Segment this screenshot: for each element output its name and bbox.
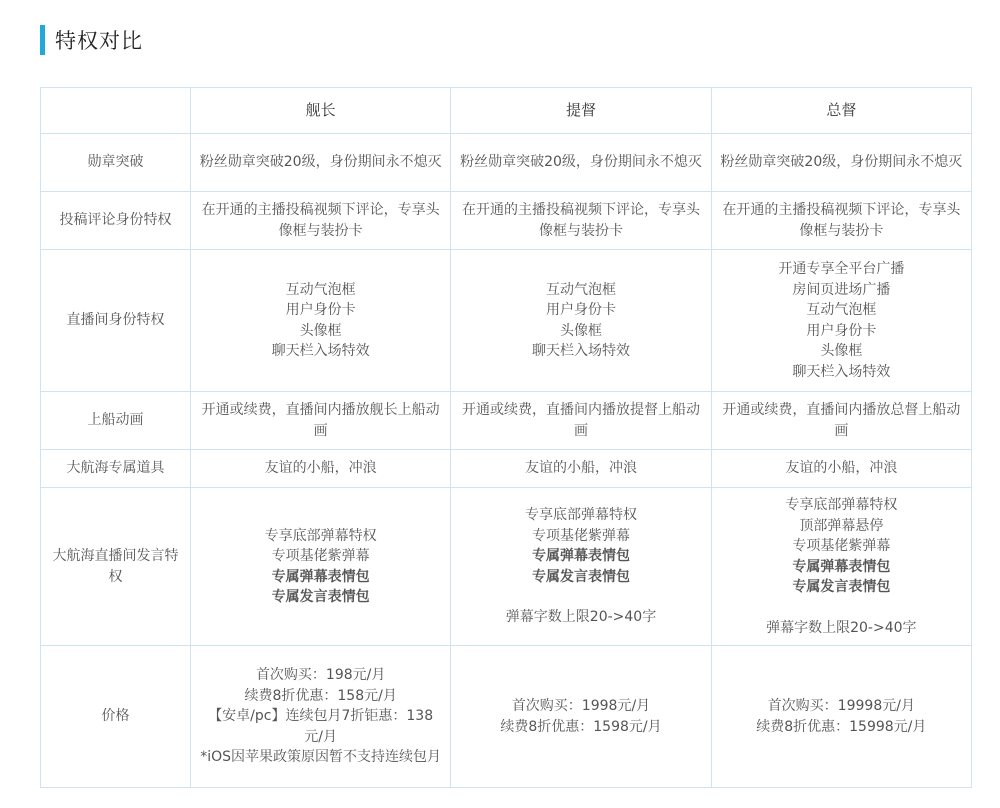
cell-captain: 友谊的小船，冲浪 bbox=[191, 450, 451, 488]
table-row bbox=[41, 646, 972, 788]
cell-admiral: 友谊的小船，冲浪 bbox=[451, 450, 711, 488]
privilege-comparison-table bbox=[40, 87, 972, 788]
row-label-price: 价格 bbox=[41, 646, 191, 788]
cell-governor: 开通或续费，直播间内播放总督上船动画 bbox=[711, 392, 971, 450]
cell-admiral: 在开通的主播投稿视频下评论，专享头像框与装扮卡 bbox=[451, 192, 711, 250]
cell-governor: 首次购买：19998元/月 续费8折优惠：15998元/月 bbox=[711, 646, 971, 788]
row-label-props: 大航海专属道具 bbox=[41, 450, 191, 488]
row-label-badge: 勋章突破 bbox=[41, 134, 191, 192]
table-row bbox=[41, 488, 972, 646]
header-row bbox=[41, 88, 972, 134]
cell-captain: 首次购买：198元/月 续费8折优惠：158元/月 【安卓/pc】连续包月7折钜惠：138元/月 *iOS因苹果政策原因暂不支持连续包月 bbox=[191, 646, 451, 788]
cell-captain: 开通或续费，直播间内播放舰长上船动画 bbox=[191, 392, 451, 450]
cell-governor: 粉丝勋章突破20级，身份期间永不熄灭 bbox=[711, 134, 971, 192]
cell-captain: 在开通的主播投稿视频下评论，专享头像框与装扮卡 bbox=[191, 192, 451, 250]
row-label-boarding: 上船动画 bbox=[41, 392, 191, 450]
cell-admiral: 专享底部弹幕特权 专项基佬紫弹幕 专属弹幕表情包 专属发言表情包 弹幕字数上限20->40字 bbox=[451, 488, 711, 646]
table-row bbox=[41, 392, 972, 450]
cell-captain: 互动气泡框 用户身份卡 头像框 聊天栏入场特效 bbox=[191, 250, 451, 392]
page-title: 特权对比 bbox=[55, 29, 143, 53]
cell-admiral: 粉丝勋章突破20级，身份期间永不熄灭 bbox=[451, 134, 711, 192]
table-row bbox=[41, 192, 972, 250]
cell-governor: 在开通的主播投稿视频下评论，专享头像框与装扮卡 bbox=[711, 192, 971, 250]
cell-admiral: 互动气泡框 用户身份卡 头像框 聊天栏入场特效 bbox=[451, 250, 711, 392]
section-header bbox=[40, 24, 143, 56]
header-governor: 总督 bbox=[711, 88, 971, 134]
table-row bbox=[41, 450, 972, 488]
cell-governor: 专享底部弹幕特权 顶部弹幕悬停 专项基佬紫弹幕 专属弹幕表情包 专属发言表情包 弹幕字数上限20->40字 bbox=[711, 488, 971, 646]
header-admiral: 提督 bbox=[451, 88, 711, 134]
table-row bbox=[41, 250, 972, 392]
cell-captain: 粉丝勋章突破20级，身份期间永不熄灭 bbox=[191, 134, 451, 192]
row-label-comment: 投稿评论身份特权 bbox=[41, 192, 191, 250]
table-row bbox=[41, 134, 972, 192]
cell-governor: 开通专享全平台广播 房间页进场广播 互动气泡框 用户身份卡 头像框 聊天栏入场特效 bbox=[711, 250, 971, 392]
cell-governor: 友谊的小船，冲浪 bbox=[711, 450, 971, 488]
title-accent-bar bbox=[40, 25, 45, 55]
row-label-speech: 大航海直播间发言特权 bbox=[41, 488, 191, 646]
row-label-live: 直播间身份特权 bbox=[41, 250, 191, 392]
header-empty-cell bbox=[41, 88, 191, 134]
cell-captain: 专享底部弹幕特权 专项基佬紫弹幕 专属弹幕表情包 专属发言表情包 bbox=[191, 488, 451, 646]
header-captain: 舰长 bbox=[191, 88, 451, 134]
cell-admiral: 首次购买：1998元/月 续费8折优惠：1598元/月 bbox=[451, 646, 711, 788]
cell-admiral: 开通或续费，直播间内播放提督上船动画 bbox=[451, 392, 711, 450]
